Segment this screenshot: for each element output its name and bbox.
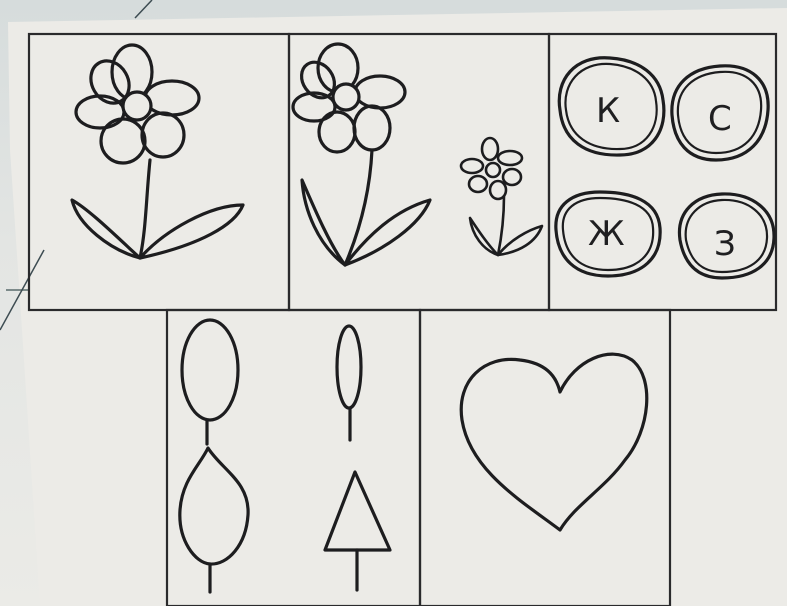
flower-center: [486, 163, 500, 177]
stone-letter: С: [708, 99, 732, 139]
top-edge-line: [135, 0, 152, 18]
flower-center: [123, 92, 151, 120]
stone-letter: Ж: [588, 214, 625, 254]
stone-letter: З: [714, 224, 736, 264]
stone-letter: К: [596, 91, 621, 131]
flower-center: [333, 84, 359, 110]
